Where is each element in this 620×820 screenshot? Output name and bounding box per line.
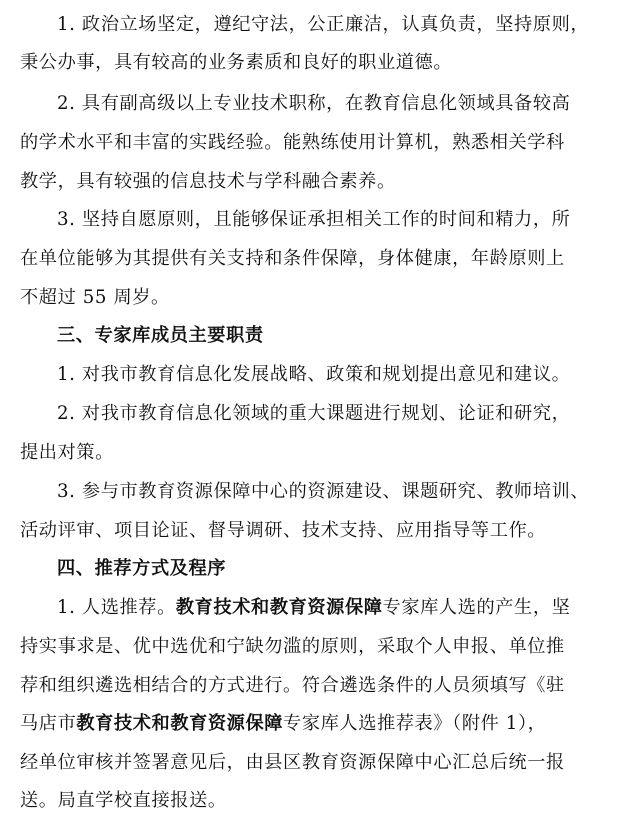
procedure-1-lead: 1. 人选推荐。: [57, 597, 176, 618]
city-name: 马店市: [20, 713, 77, 734]
criteria-1-line-1: 1. 政治立场坚定，遵纪守法，公正廉洁，认真负责，坚持原则，: [57, 14, 590, 35]
procedure-1-line-4: [20, 705, 610, 743]
criteria-2-line-1: 2. 具有副高级以上专业技术职称，在教育信息化领域具备较高: [57, 93, 571, 114]
section-heading-procedure: 四、推荐方式及程序: [57, 558, 227, 579]
criteria-2-line-3: 教学，具有较强的信息技术与学科融合素养。: [20, 171, 396, 192]
procedure-1-line-5: 经单位审核并签署意见后，由县区教育资源保障中心汇总后统一报: [20, 752, 565, 773]
duty-3-line-1: 3. 参与市教育资源保障中心的资源建设、课题研究、教师培训、: [57, 481, 590, 502]
procedure-1-line-1: [57, 589, 610, 627]
criteria-1-line-2: 秉公办事，具有较高的业务素质和良好的职业道德。: [20, 52, 453, 73]
program-name-emphasis: 教育技术和教育资源保障: [76, 713, 284, 734]
criteria-3-line-3: 不超过 55 周岁。: [20, 287, 170, 308]
criteria-3-line-1: 3. 坚持自愿原则，且能够保证承担相关工作的时间和精力，所: [57, 209, 571, 230]
criteria-2-line-2: 的学术水平和丰富的实践经验。能熟练使用计算机，熟悉相关学科: [20, 132, 565, 153]
criteria-3-line-2: 在单位能够为其提供有关支持和条件保障，身体健康，年龄原则上: [20, 248, 565, 269]
procedure-1-line-2: 持实事求是、优中选优和宁缺勿滥的原则，采取个人申报、单位推: [20, 636, 565, 657]
duty-1-line-1: 1. 对我市教育信息化发展战略、政策和规划提出意见和建议。: [57, 364, 571, 385]
procedure-1-line-3: 荐和组织遴选相结合的方式进行。符合遴选条件的人员须填写《驻: [20, 675, 565, 696]
section-heading-duties: 三、专家库成员主要职责: [57, 325, 264, 346]
procedure-1-line-1-rest: 专家库人选的产生，坚: [382, 597, 571, 618]
procedure-1-line-4-rest: 专家库人选推荐表》（附件 1），: [283, 713, 547, 734]
procedure-1-line-6: 送。局直学校直接报送。: [20, 790, 227, 811]
duty-2-line-1: 2. 对我市教育信息化领域的重大课题进行规划、论证和研究，: [57, 403, 571, 424]
duty-2-line-2: 提出对策。: [20, 442, 114, 463]
program-name-emphasis: 教育技术和教育资源保障: [175, 597, 383, 618]
duty-3-line-2: 活动评审、项目论证、督导调研、技术支持、应用指导等工作。: [20, 520, 547, 541]
